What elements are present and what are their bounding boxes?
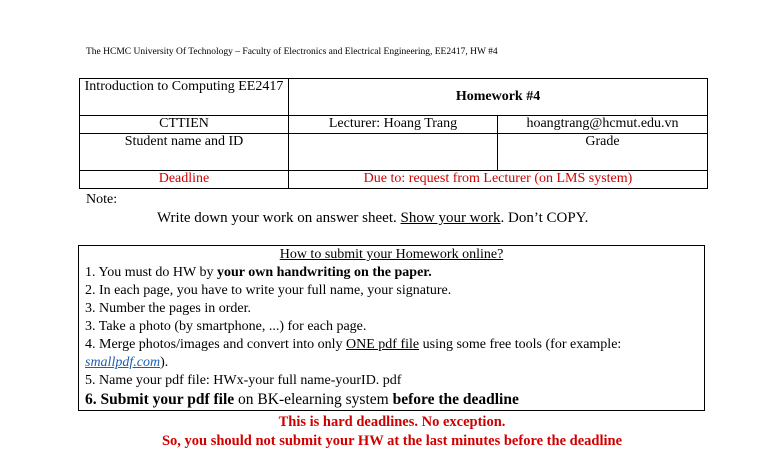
homework-title: Homework #4 bbox=[289, 79, 708, 116]
note-text-start: Write down your work on answer sheet. bbox=[157, 210, 401, 226]
last-minute-warning: So, you should not submit your HW at the last minutes before the deadline bbox=[161, 433, 623, 449]
submission-instructions-box bbox=[78, 245, 705, 411]
document-header: The HCMC University Of Technology – Faculty of Electronics and Electrical Engineering, EE2417, HW #4 bbox=[86, 47, 498, 57]
deadline-label: Deadline bbox=[80, 171, 289, 189]
step1-text: 1. You must do HW by bbox=[85, 265, 217, 280]
step5-text: 4. Merge photos/images and convert into only bbox=[85, 337, 347, 352]
step1-bold: your own handwriting on the paper. bbox=[217, 265, 432, 280]
instructions-title: How to submit your Homework online? bbox=[279, 247, 504, 262]
student-name-label: Student name and ID bbox=[80, 134, 289, 171]
student-name-field bbox=[289, 134, 498, 171]
note-text bbox=[157, 210, 588, 227]
hard-deadline-warning: This is hard deadlines. No exception. bbox=[278, 414, 506, 430]
lecturer-email: hoangtrang@hcmut.edu.vn bbox=[498, 116, 708, 134]
course-info-table bbox=[79, 78, 708, 189]
smallpdf-link[interactable]: smallpdf.com bbox=[85, 355, 161, 370]
instruction-step-2: 2. In each page, you have to write your full name, your signature. bbox=[85, 283, 452, 298]
step5-text-2: using some free tools (for example: bbox=[419, 337, 622, 352]
group-name: CTTIEN bbox=[80, 116, 289, 134]
instruction-list bbox=[85, 264, 698, 410]
step7-submit: 6. Submit bbox=[85, 391, 153, 408]
grade-label: Grade bbox=[498, 134, 708, 171]
lecturer-name: Lecturer: Hoang Trang bbox=[289, 116, 498, 134]
note-label: Note: bbox=[86, 192, 118, 207]
one-pdf-file: ONE pdf file bbox=[346, 337, 420, 352]
show-your-work: Show your work bbox=[400, 210, 501, 226]
instruction-step-5 bbox=[85, 336, 698, 372]
instruction-step-1 bbox=[85, 264, 698, 282]
instruction-step-6: 5. Name your pdf file: HWx-your full name-yourID. pdf bbox=[85, 373, 402, 388]
note-text-end: . Don’t COPY. bbox=[500, 210, 589, 226]
due-text: Due to: request from Lecturer (on LMS system) bbox=[289, 171, 708, 189]
step7-pdf: your pdf file bbox=[152, 391, 235, 408]
step7-deadline: before the deadline bbox=[392, 391, 519, 408]
step5-text-end: ). bbox=[160, 355, 169, 370]
instruction-step-3: 3. Number the pages in order. bbox=[85, 301, 252, 316]
course-name: Introduction to Computing EE2417 bbox=[80, 79, 289, 116]
instruction-step-4: 3. Take a photo (by smartphone, ...) for each page. bbox=[85, 319, 367, 334]
step7-text: on BK-elearning system bbox=[234, 391, 393, 408]
instruction-step-7 bbox=[85, 390, 698, 410]
